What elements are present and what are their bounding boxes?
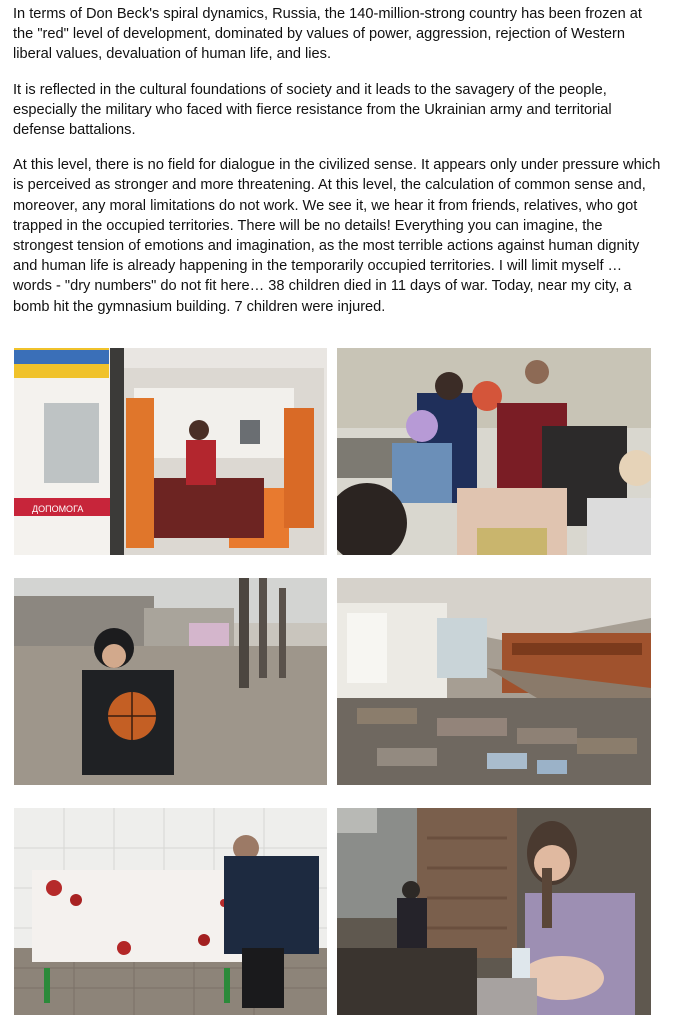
photo-mother-baby <box>337 808 651 1015</box>
ambulance-side-text: ДОПОМОГА <box>32 504 84 514</box>
photo-destroyed-classroom <box>337 578 651 785</box>
paragraph-3: At this level, there is no field for dialogue in the civilized sense. It appears only under pressure which is perceived as stronger and more threatening. At this level, the calculation of common sense and, moreover, any moral limitations do not work. We see it, we hear it from friends, relatives, who got trapped in the occupied territories. There will be no details! Everything you can imagine, the strongest tension of emotions and imagination, as the most terrible actions against human dignity and human life is already happening in the temporarily occupied territories. I will limit myself … words - "dry numbers" do not fit here… 38 children died in 11 days of war. Today, near my city, a bomb hit the gymnasium building. 7 children were injured. <box>13 157 661 315</box>
paragraph-1: In terms of Don Beck's spiral dynamics, Russia, the 140-million-strong country has been frozen at the "red" level of development, dominated by values of power, aggression, rejection of Western liberal values, devaluation of human life, and lies. <box>13 6 642 63</box>
photo-boy-rubble <box>14 578 327 785</box>
paragraph-2: It is reflected in the cultural foundations of society and it leads to the savagery of the people, especially the military who faced with fierce resistance from the Ukrainian army and territorial defense battalions. <box>13 81 612 139</box>
photo-ambulance <box>14 348 327 555</box>
photo-medical-team <box>337 348 651 555</box>
photo-grieving-man <box>14 808 327 1015</box>
article-text <box>13 4 663 332</box>
